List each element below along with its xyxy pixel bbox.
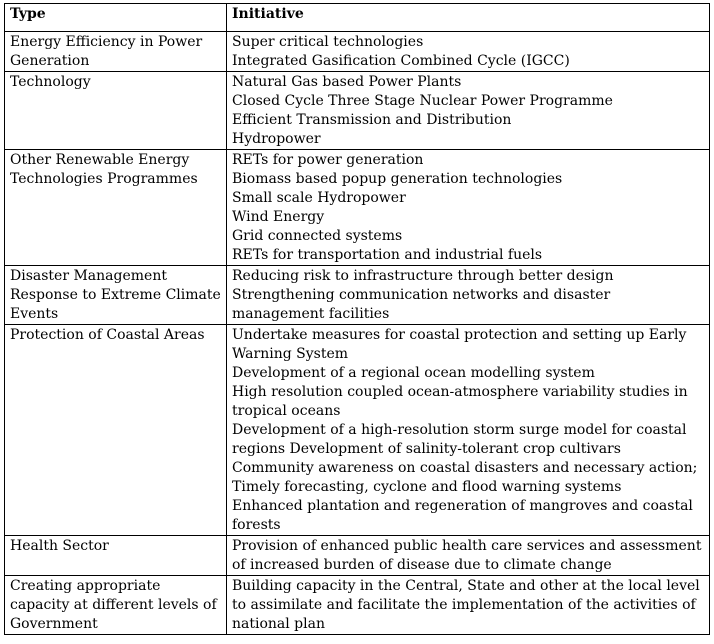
initiative-cell [227,266,710,325]
type-cell: Energy Efficiency in Power Generation [5,32,227,72]
type-cell: Creating appropriate capacity at different levels of Government [5,576,227,635]
table-row [5,72,710,150]
initiative-item: Integrated Gasification Combined Cycle (IGCC) [232,53,570,69]
initiative-item: Grid connected systems [232,228,403,244]
initiative-cell [227,536,710,576]
initiative-cell [227,576,710,635]
table-row [5,536,710,576]
initiative-item: Undertake measures for coastal protection and setting up Early Warning System [232,327,687,362]
initiative-item: Closed Cycle Three Stage Nuclear Power Programme [232,93,613,109]
table-row [5,32,710,72]
initiative-item: Enhanced plantation and regeneration of mangroves and coastal forests [232,498,693,533]
initiative-item: Building capacity in the Central, State and other at the local level to assimilate and facilitate the implementation of the activities of national plan [232,578,700,632]
initiative-item: Natural Gas based Power Plants [232,74,462,90]
initiative-item: Strengthening communication networks and disaster management facilities [232,287,611,322]
initiative-item: RETs for transportation and industrial fuels [232,247,543,263]
initiative-item: Reducing risk to infrastructure through better design [232,268,614,284]
type-column-header: Type [5,4,227,32]
initiative-cell [227,325,710,536]
table-row [5,150,710,266]
type-cell: Protection of Coastal Areas [5,325,227,536]
initiative-item: Provision of enhanced public health care services and assessment of increased burden of disease due to climate change [232,538,702,573]
table-row [5,325,710,536]
type-cell: Health Sector [5,536,227,576]
initiative-item: Hydropower [232,131,321,147]
initiative-item: Timely forecasting, cyclone and flood warning systems [232,479,622,495]
initiative-item: Efficient Transmission and Distribution [232,112,512,128]
initiative-item: RETs for power generation [232,152,424,168]
initiative-item: Biomass based popup generation technologies [232,171,563,187]
initiative-cell [227,72,710,150]
initiative-cell [227,150,710,266]
table-row [5,576,710,635]
initiative-item: Wind Energy [232,209,325,225]
initiative-item: Development of a high-resolution storm surge model for coastal regions Development of salinity-tolerant crop cultivars [232,422,687,457]
table-row [5,266,710,325]
type-cell: Disaster Management Response to Extreme Climate Events [5,266,227,325]
initiatives-table [4,3,710,635]
initiative-item: High resolution coupled ocean-atmosphere variability studies in tropical oceans [232,384,688,419]
type-cell: Technology [5,72,227,150]
initiative-cell [227,32,710,72]
table-header-row [5,4,710,32]
initiative-column-header: Initiative [227,4,710,32]
initiative-item: Development of a regional ocean modelling system [232,365,595,381]
initiative-item: Small scale Hydropower [232,190,406,206]
initiative-item: Community awareness on coastal disasters and necessary action; [232,460,698,476]
initiative-item: Super critical technologies [232,34,424,50]
type-cell: Other Renewable Energy Technologies Programmes [5,150,227,266]
